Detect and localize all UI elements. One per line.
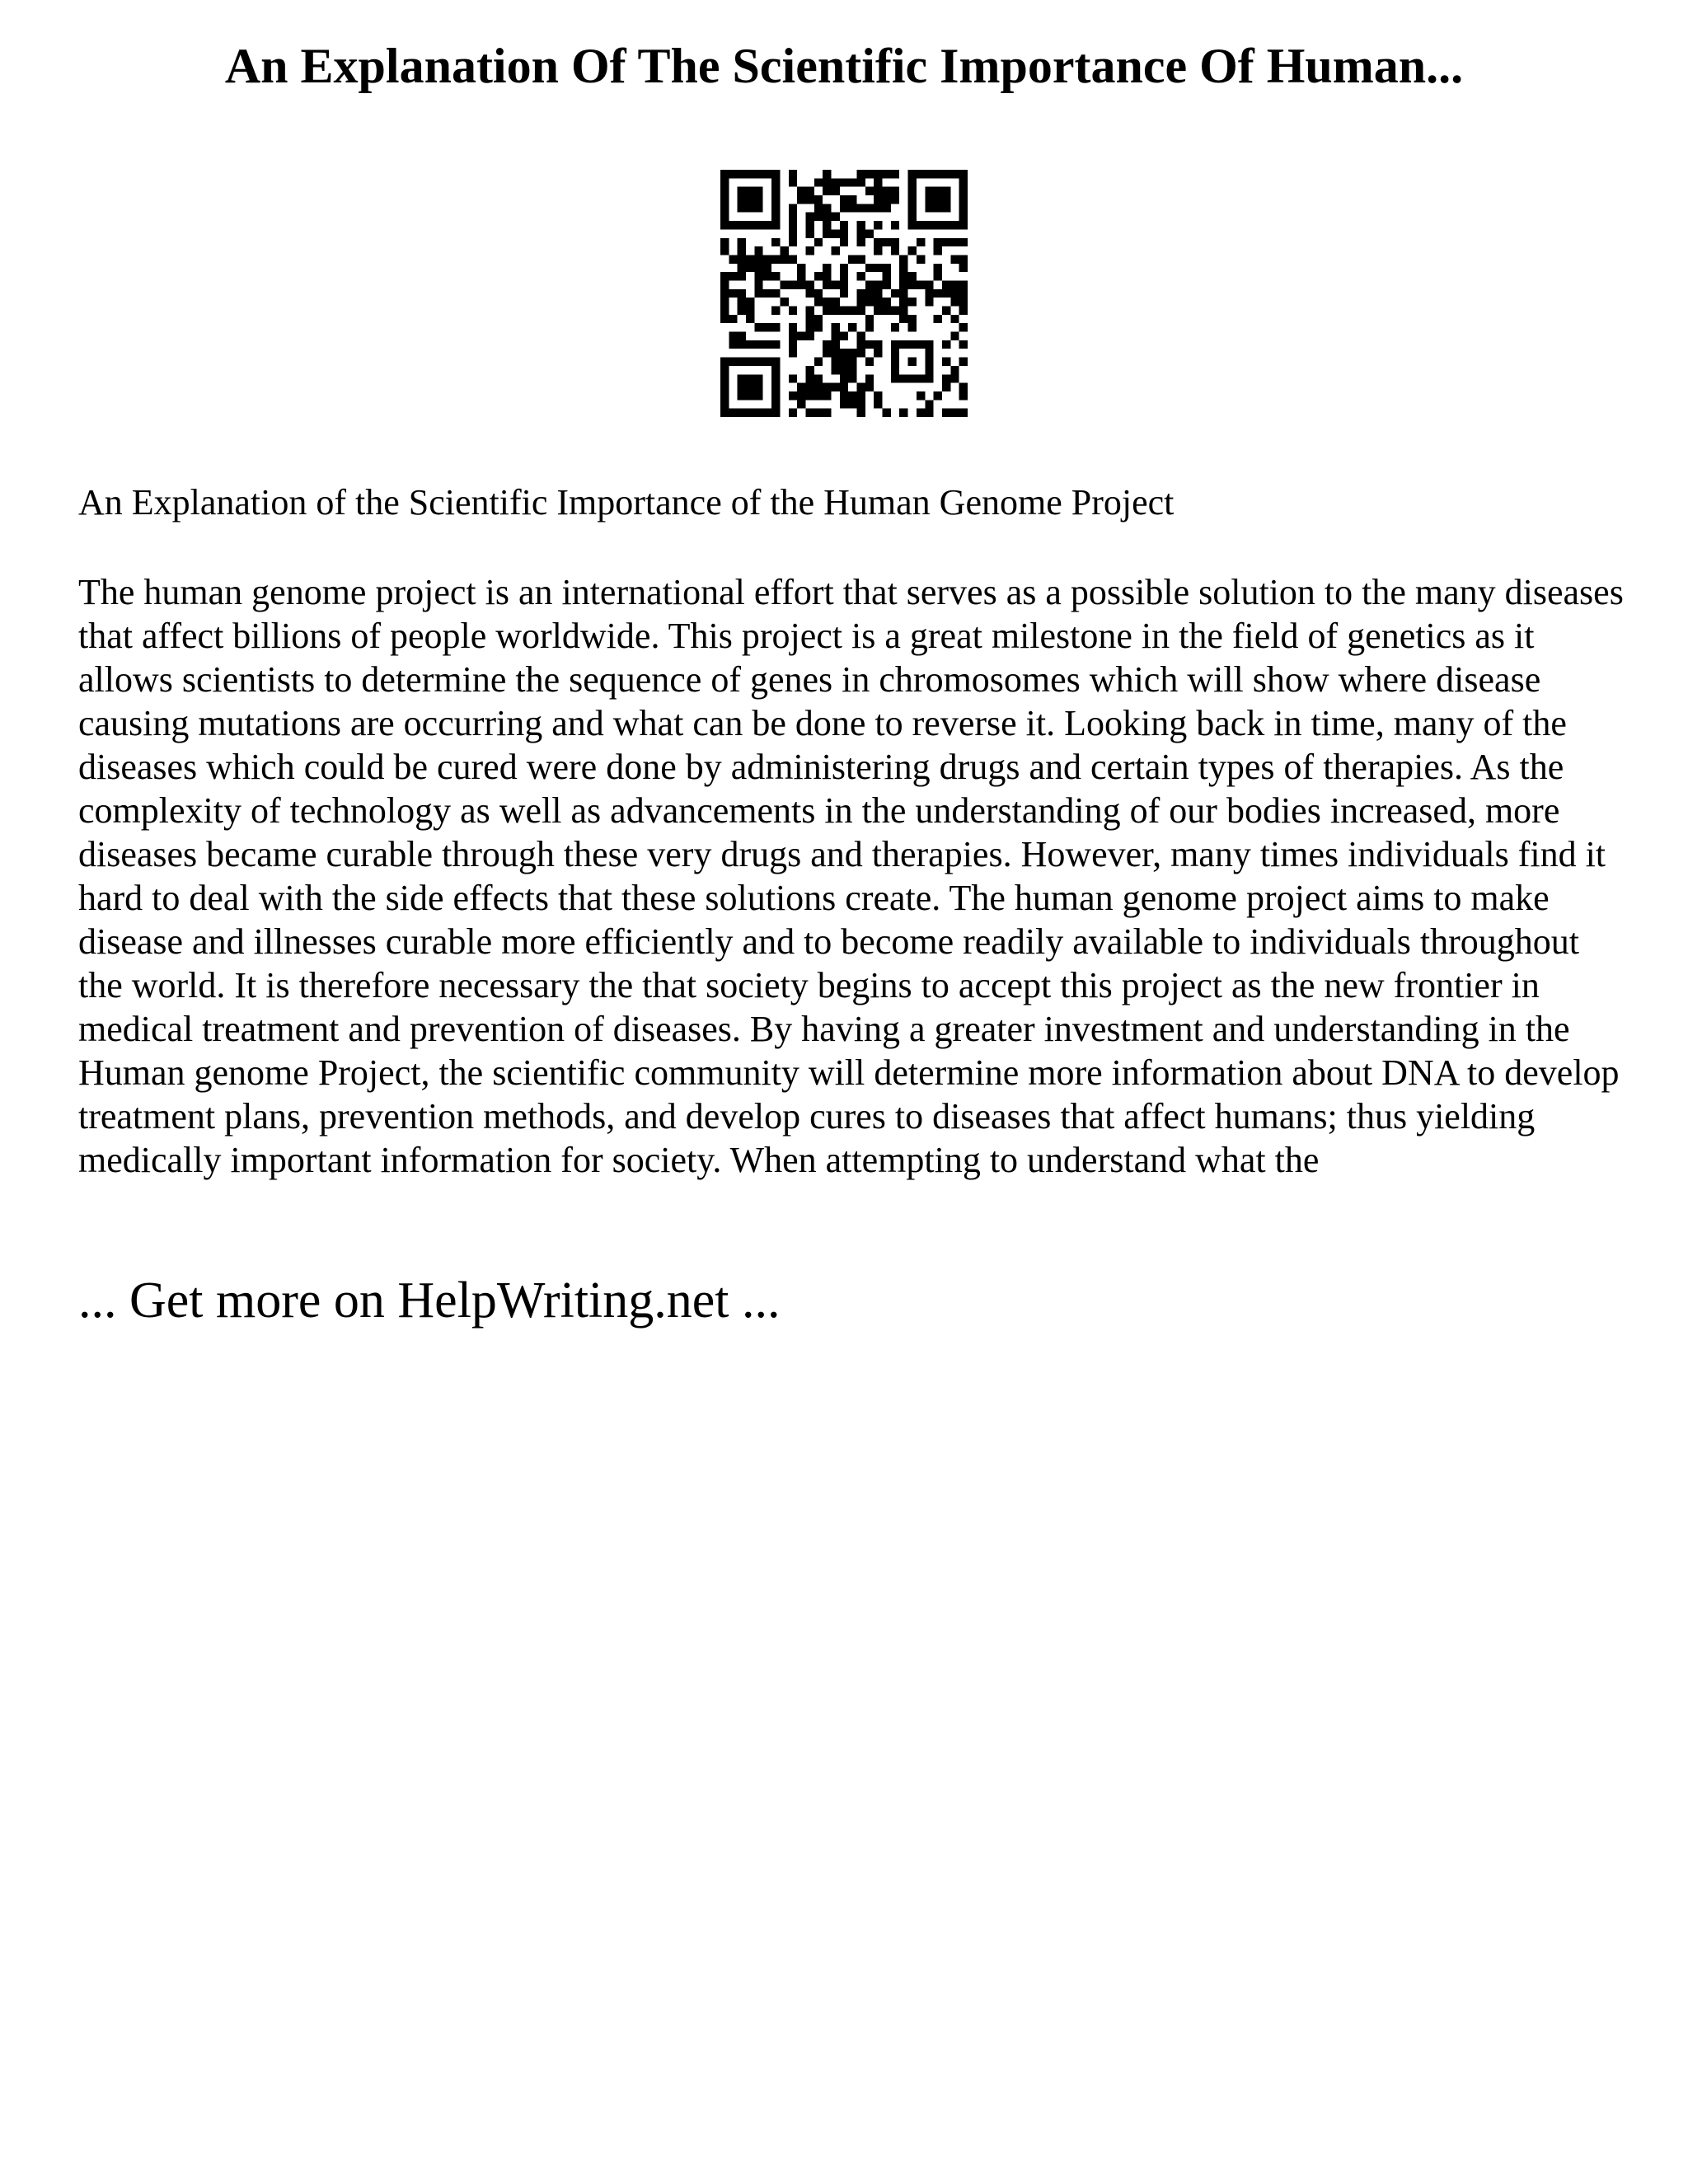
qr-code-icon: [720, 170, 968, 417]
document-title: An Explanation Of The Scientific Importance Of Human...: [224, 39, 1464, 93]
document-subtitle: An Explanation of the Scientific Importance of the Human Genome Project: [78, 482, 1175, 523]
get-more-link[interactable]: ... Get more on HelpWriting.net ...: [78, 1272, 781, 1329]
document-body: The human genome project is an international effort that serves as a possible solution to the many diseases that affect billions of people worldwide. This project is a great milestone in the field of genetics as it allows scientists to determine the sequence of genes in chromosomes which will show where disease causing mutations are occurring and what can be done to reverse it. Looking back in time, many of the diseases which could be cured were done by administering drugs and certain types of therapies. As the complexity of technology as well as advancements in the understanding of our bodies increased, more diseases became curable through these very drugs and therapies. However, many times individuals find it hard to deal with the side effects that these solutions create. The human genome project aims to make disease and illnesses curable more efficiently and to become readily available to individuals throughout the world. It is therefore necessary the that society begins to accept this project as the new frontier in medical treatment and prevention of diseases. By having a greater investment and understanding in the Human genome Project, the scientific community will determine more information about DNA to develop treatment plans, prevention methods, and develop cures to diseases that affect humans; thus yielding medically important information for society. When attempting to understand what the: [78, 572, 1624, 1180]
